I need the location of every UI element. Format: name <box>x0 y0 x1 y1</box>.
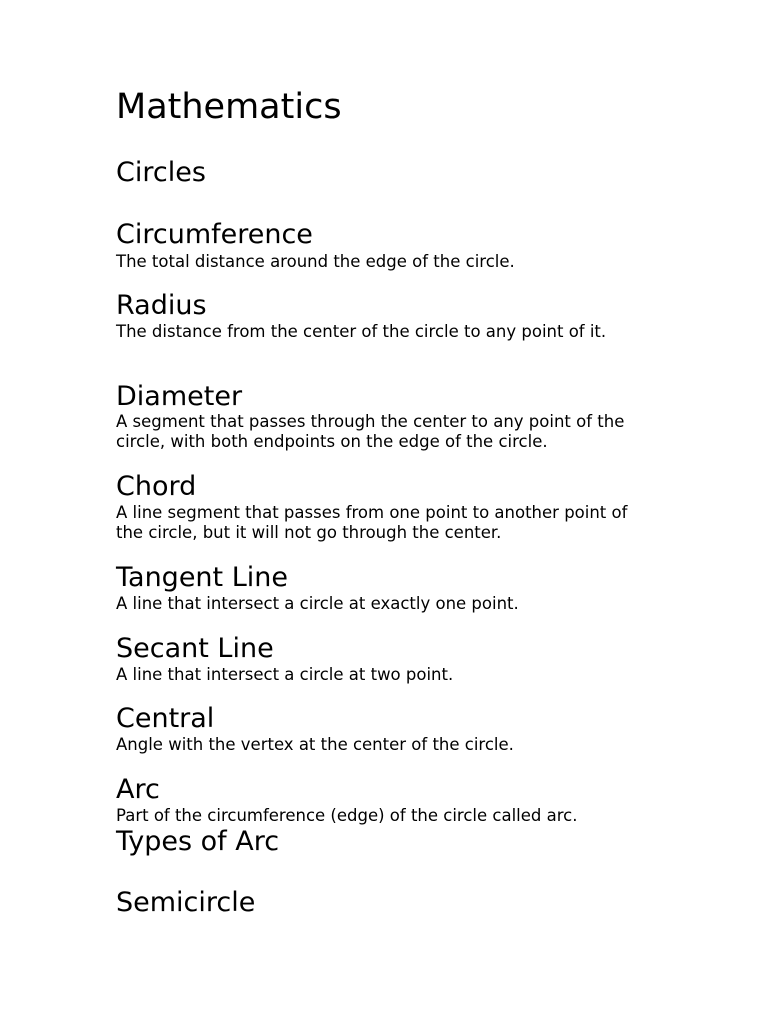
term-heading: Central <box>116 703 215 734</box>
subsection-item-heading: Semicircle <box>116 887 256 918</box>
term-heading: Circumference <box>116 219 313 250</box>
term-heading: Chord <box>116 471 197 502</box>
page-title: Mathematics <box>116 87 342 127</box>
term-heading: Arc <box>116 774 160 805</box>
term-definition: A line segment that passes from one point to another point of the circle, but it will not go through the center. <box>116 503 628 542</box>
term-heading: Secant Line <box>116 633 274 664</box>
term-definition: Angle with the vertex at the center of the circle. <box>116 735 514 754</box>
term-definition: A line that intersect a circle at exactly one point. <box>116 594 519 613</box>
term-definition: The distance from the center of the circle to any point of it. <box>116 322 607 341</box>
section-heading: Circles <box>116 157 206 188</box>
term-definition: The total distance around the edge of the circle. <box>116 252 515 271</box>
term-heading: Tangent Line <box>116 562 288 593</box>
term-definition: A segment that passes through the center to any point of the circle, with both endpoints on the edge of the circle. <box>116 412 625 451</box>
subsection-heading: Types of Arc <box>116 826 280 857</box>
term-heading: Radius <box>116 290 207 321</box>
term-definition: Part of the circumference (edge) of the circle called arc. <box>116 806 578 825</box>
term-definition: A line that intersect a circle at two point. <box>116 665 454 684</box>
term-heading: Diameter <box>116 381 243 412</box>
